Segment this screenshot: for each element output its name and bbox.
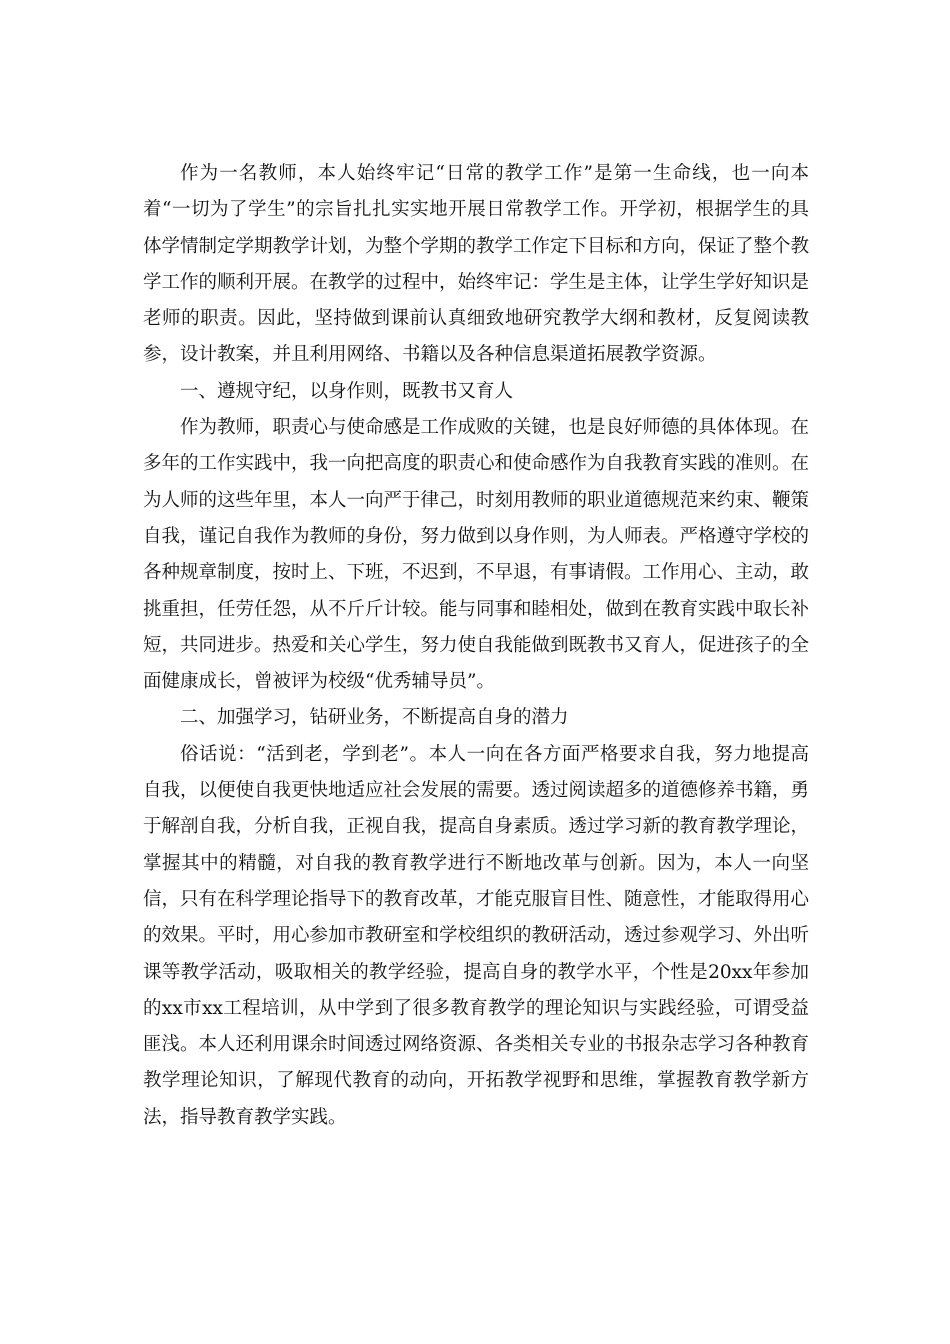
section-heading-2: 二、加强学习，钻研业务，不断提高自身的潜力: [180, 707, 569, 729]
paragraph-section-2: 俗话说：“活到老，学到老”。本人一向在各方面严格要求自我，努力地提高自我，以便使自我更快地适应社会发展的需要。透过阅读超多的道德修养书籍，勇于解剖自我，分析自我，正视自我，提高自身素质。透过学习新的教育教学理论，掌握其中的精髓，对自我的教育教学进行不断地改革与创新。因为，本人一向坚信，只有在科学理论指导下的教育改革，才能克服盲目性、随意性，才能取得用心的效果。平时，用心参加市教研室和学校组织的教研活动，透过参观学习、外出听课等教学活动，吸取相关的教学经验，提高自身的教学水平，个性是20xx年参加的xx市xx工程培训，从中学到了很多教育教学的理论知识与实践经验，可谓受益匪浅。本人还利用课余时间透过网络资源、各类相关专业的书报杂志学习各种教育教学理论知识，了解现代教育的动向，开拓教学视野和思维，掌握教育教学新方法，指导教育教学实践。: [143, 743, 810, 1128]
paragraph-section-1: 作为教师，职责心与使命感是工作成败的关键，也是良好师德的具体体现。在多年的工作实践中，我一向把高度的职责心和使命感作为自我教育实践的准则。在为人师的这些年里，本人一向严于律己，时刻用教师的职业道德规范来约束、鞭策自我，谨记自我作为教师的身份，努力做到以身作则，为人师表。严格遵守学校的各种规章制度，按时上、下班，不迟到，不早退，有事请假。工作用心、主动，敢挑重担，任劳任怨，从不斤斤计较。能与同事和睦相处，做到在教育实践中取长补短，共同进步。热爱和关心学生，努力使自我能做到既教书又育人，促进孩子的全面健康成长，曾被评为校级“优秀辅导员”。: [143, 417, 810, 693]
paragraph-intro: 作为一名教师，本人始终牢记“日常的教学工作”是第一生命线，也一向本着“一切为了学生”的宗旨扎扎实实地开展日常教学工作。开学初，根据学生的具体学情制定学期教学计划，为整个学期的教学工作定下目标和方向，保证了整个教学工作的顺利开展。在教学的过程中，始终牢记：学生是主体，让学生学好知识是老师的职责。因此，坚持做到课前认真细致地研究教学大纲和教材，反复阅读教参，设计教案，并且利用网络、书籍以及各种信息渠道拓展教学资源。: [143, 163, 810, 366]
document-body: [143, 156, 809, 1136]
section-heading-1: 一、遵规守纪，以身作则，既教书又育人: [180, 380, 514, 402]
